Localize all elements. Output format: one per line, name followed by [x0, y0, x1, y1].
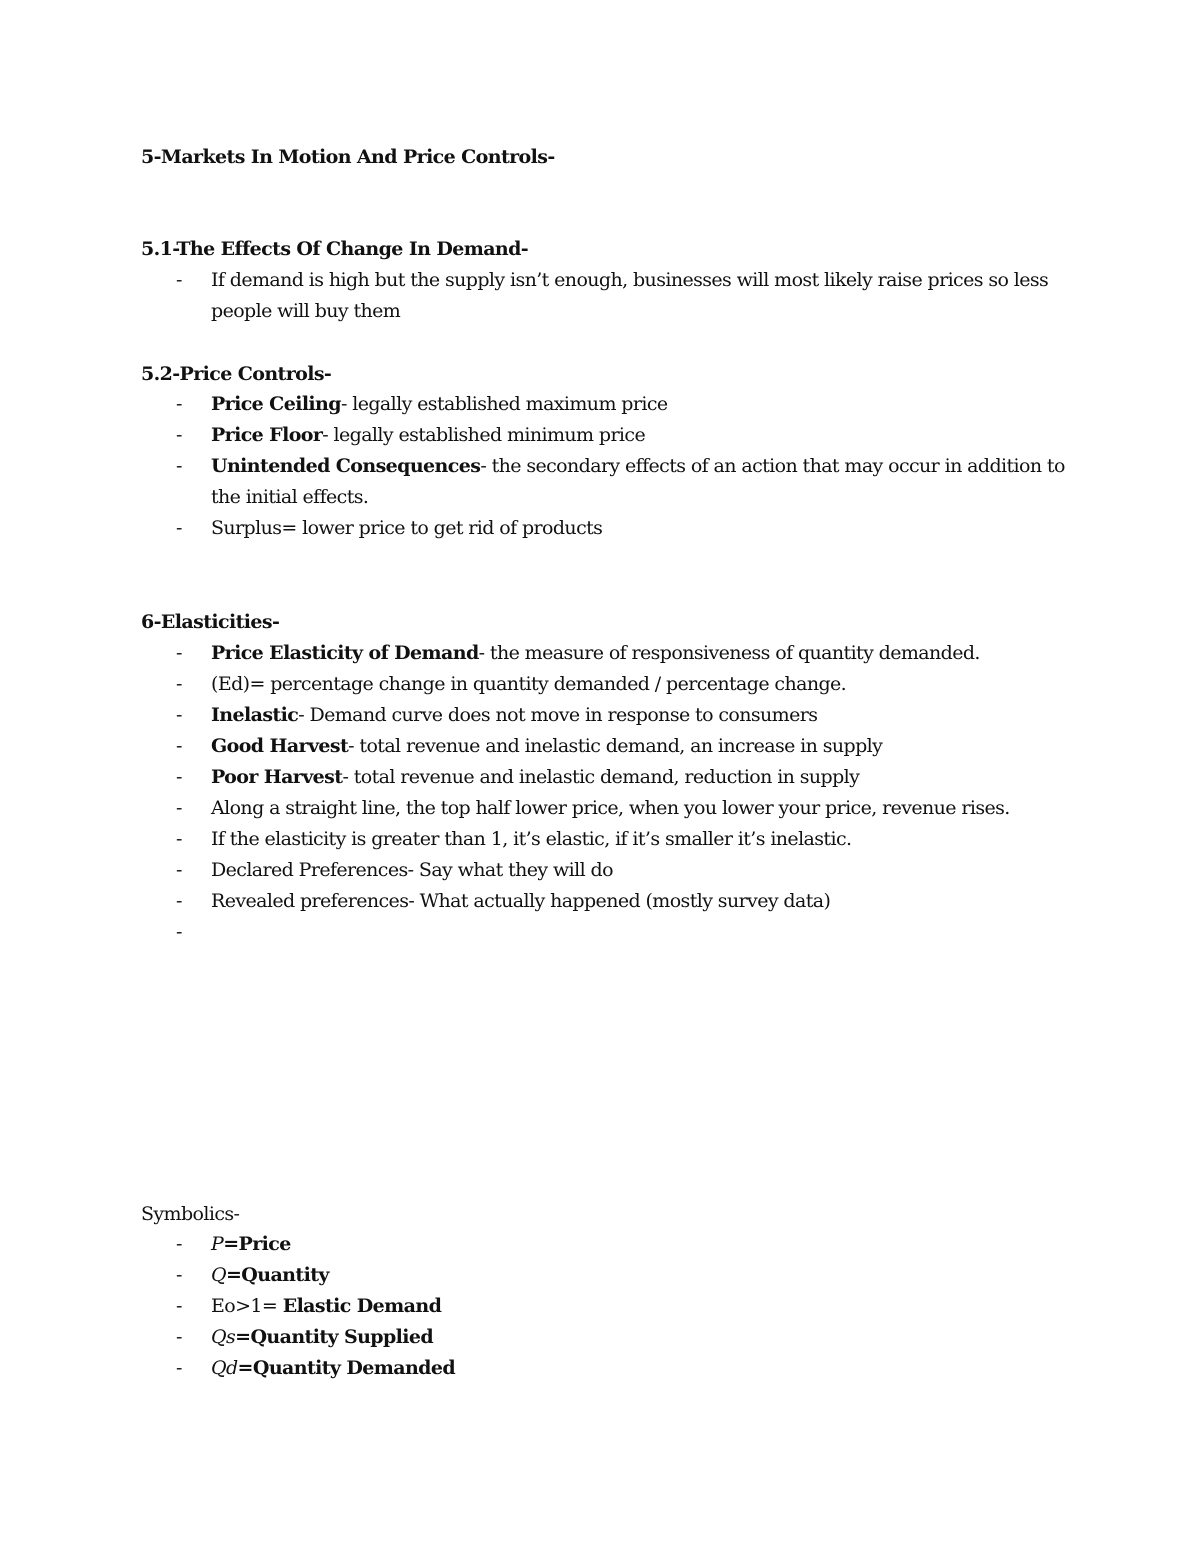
section-5-1-heading: 5.1-The Effects Of Change In Demand-	[141, 238, 529, 260]
list-item: - Qs=Quantity Supplied	[0, 1322, 1071, 1353]
symbol: Qd	[211, 1357, 238, 1379]
list-item: - Revealed preferences- What actually happened (mostly survey data)	[0, 886, 1071, 917]
list-item: - Unintended Consequences- the secondary effects of an action that may occur in addition to the initial effects.	[0, 451, 1071, 513]
symbol: Qs	[211, 1326, 236, 1348]
term: Unintended Consequences	[211, 455, 481, 477]
list-item: - P=Price	[0, 1229, 1071, 1260]
section-5-2-list	[0, 389, 1071, 544]
list-item: - Qd=Quantity Demanded	[0, 1353, 1071, 1384]
list-item: - Declared Preferences- Say what they will do	[0, 855, 1071, 886]
section-5-heading: 5-Markets In Motion And Price Controls-	[141, 146, 555, 168]
list-item: - Surplus= lower price to get rid of products	[0, 513, 1071, 544]
section-5-2-heading: 5.2-Price Controls-	[141, 363, 332, 385]
symbol: P	[211, 1233, 224, 1255]
list-item: - Good Harvest- total revenue and inelastic demand, an increase in supply	[0, 731, 1071, 762]
symbol: Q	[211, 1264, 226, 1286]
term: Inelastic	[211, 704, 299, 726]
list-item: - Along a straight line, the top half lower price, when you lower your price, revenue rises.	[0, 793, 1071, 824]
term: Price Elasticity of Demand	[211, 642, 479, 664]
symbolics-heading: Symbolics-	[141, 1203, 240, 1225]
symbolics-list	[0, 1229, 1071, 1384]
list-item: - If the elasticity is greater than 1, it’s elastic, if it’s smaller it’s inelastic.	[0, 824, 1071, 855]
section-6-heading: 6-Elasticities-	[141, 611, 280, 633]
list-item: - Price Ceiling- legally established maximum price	[0, 389, 1071, 420]
list-item: - If demand is high but the supply isn’t enough, businesses will most likely raise prices so less people will buy them	[0, 265, 1071, 327]
list-item: - Q=Quantity	[0, 1260, 1071, 1291]
term: Price Floor	[211, 424, 323, 446]
symbol: Eo>1=	[211, 1295, 283, 1317]
list-item: - Price Floor- legally established minimum price	[0, 420, 1071, 451]
list-item: - (Ed)= percentage change in quantity demanded / percentage change.	[0, 669, 1071, 700]
section-5-1-list	[0, 265, 1071, 327]
term: Good Harvest	[211, 735, 349, 757]
list-item: - Poor Harvest- total revenue and inelastic demand, reduction in supply	[0, 762, 1071, 793]
list-item: - Price Elasticity of Demand- the measure of responsiveness of quantity demanded.	[0, 638, 1071, 669]
section-6-list	[0, 638, 1071, 917]
list-item: - Eo>1= Elastic Demand	[0, 1291, 1071, 1322]
list-item: - Inelastic- Demand curve does not move in response to consumers	[0, 700, 1071, 731]
term: Poor Harvest	[211, 766, 343, 788]
term: Price Ceiling	[211, 393, 341, 415]
